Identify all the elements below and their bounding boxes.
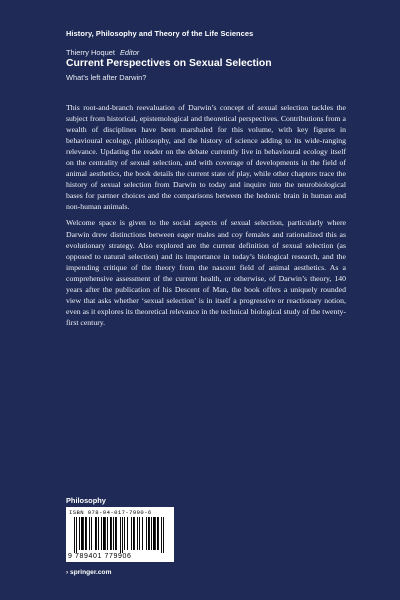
barcode-bar	[98, 517, 99, 550]
barcode-bar	[142, 517, 143, 550]
blurb-paragraph-2: Welcome space is given to the social aspects of sexual selection, particularly where Darwin drew distinctions between eager males and coy females and rationalized this as evolutionary strategy. Also explored are the current definition of sexual selection (as opposed to natural selection) and its importance in today’s biological research, and the impending critique of the theory from the nascent field of animal aesthetics. As a comprehensive assessment of the current health, or otherwise, of Darwin’s theory, 140 years after the publication of his Descent of Man, the book offers a uniquely rounded view that asks whether ‘sexual selection’ is in itself a progressive or reactionary notion, even as it explores its theoretical relevance in the technical biological study of the twenty-first century.	[66, 218, 346, 327]
barcode-bar	[161, 517, 162, 553]
barcode-bar	[110, 517, 112, 550]
barcode-bar	[79, 517, 80, 550]
barcode-bar	[85, 517, 87, 550]
barcode-bar	[120, 517, 121, 553]
barcode-bar	[151, 517, 152, 550]
series-title: History, Philosophy and Theory of the Life Sciences	[66, 29, 254, 38]
barcode-bar	[157, 517, 159, 550]
book-title: Current Perspectives on Sexual Selection	[66, 58, 272, 69]
barcode-bar	[95, 517, 97, 550]
editor-role: Editor	[119, 48, 140, 57]
barcode-bar	[74, 517, 75, 553]
barcode-bar	[137, 517, 138, 550]
barcode-bar	[153, 517, 156, 550]
barcode	[66, 507, 174, 562]
barcode-bar	[81, 517, 84, 550]
barcode-bar	[91, 517, 92, 550]
barcode-bar	[113, 517, 114, 550]
barcode-bar	[103, 517, 106, 550]
editor-name: Thierry Hoquet	[66, 48, 115, 57]
blurb-paragraph-1: This root-and-branch reevaluation of Darwin’s concept of sexual selection tackles the subject from historical, epistemological and theoretical perspectives. Contributions from a wealth of disciplines have been marshaled for this volume, with key figures in behavioural ecology, philosophy, and the history of science adding to its wide-ranging relevance. Updating the reader on the debate currently live in behavioural ecology itself on the centrality of sexual selection, and with coverage of developments in the field of animal aesthetics, the book details the current state of play, while other chapters trace the history of sexual selection from Darwin to today and inquire into the neurobiological bases for partner choices and the comparisons between the hedonic brain in human and non-human animals.	[66, 103, 346, 212]
barcode-bars	[74, 517, 168, 553]
barcode-bar	[101, 517, 102, 550]
barcode-bar	[139, 517, 140, 550]
barcode-bar	[115, 517, 117, 550]
isbn-label: ISBN 978-94-017-7990-6	[69, 509, 152, 516]
barcode-bar	[163, 517, 164, 553]
barcode-bar	[127, 517, 128, 550]
barcode-bar	[133, 517, 135, 550]
barcode-digits: 9 789401 779906	[68, 553, 132, 560]
barcode-bar	[124, 517, 125, 550]
barcode-bar	[148, 517, 150, 550]
barcode-bar	[146, 517, 147, 550]
publisher-website: › springer.com	[66, 569, 112, 576]
barcode-bar	[122, 517, 123, 553]
barcode-bar	[131, 517, 132, 550]
barcode-bar	[89, 517, 90, 550]
blurb	[66, 102, 346, 333]
barcode-bar	[76, 517, 77, 553]
book-subtitle: What’s left after Darwin?	[66, 73, 147, 82]
barcode-bar	[107, 517, 108, 550]
editor-line	[66, 48, 139, 57]
subject-category: Philosophy	[66, 496, 106, 505]
